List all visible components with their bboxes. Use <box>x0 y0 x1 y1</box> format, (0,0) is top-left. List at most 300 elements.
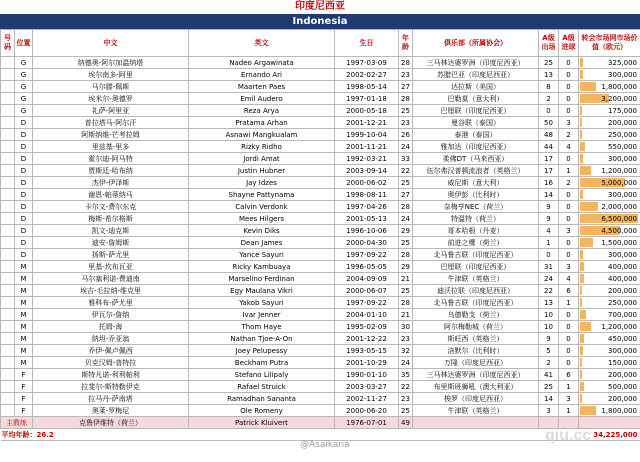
player-dob: 1997-04-26 <box>335 201 399 213</box>
player-value <box>579 237 640 249</box>
player-cn: 迪安-詹姆斯 <box>33 237 189 249</box>
player-value <box>579 369 640 381</box>
player-value-text: 2,000,000 <box>601 202 637 211</box>
player-goals: 0 <box>559 189 579 201</box>
player-caps: 0 <box>539 249 559 261</box>
player-goals: 3 <box>559 225 579 237</box>
player-pos: G <box>15 57 33 69</box>
player-club: 达拉斯（美国） <box>413 81 539 93</box>
player-value <box>579 225 640 237</box>
player-goals: 0 <box>559 201 579 213</box>
player-age: 22 <box>399 381 413 393</box>
player-en: Ole Romeny <box>189 405 335 417</box>
player-pos: F <box>15 405 33 417</box>
player-club: 牛津联（英格兰） <box>413 273 539 285</box>
player-dob: 1997-09-22 <box>335 297 399 309</box>
player-club: 前进之鹰（荷兰） <box>413 237 539 249</box>
player-value-text: 300,000 <box>608 190 637 199</box>
player-en: Ramadhan Sananta <box>189 393 335 405</box>
player-value <box>579 261 640 273</box>
player-pos: M <box>15 345 33 357</box>
player-en: Nadeo Argawinata <box>189 57 335 69</box>
player-value <box>579 129 640 141</box>
player-value <box>579 189 640 201</box>
player-club: 斯旺西（英格兰） <box>413 333 539 345</box>
player-value <box>579 81 640 93</box>
player-dob: 1999-10-04 <box>335 129 399 141</box>
player-pos: D <box>15 117 33 129</box>
player-value <box>579 57 640 69</box>
player-cn: 埃尔南多-阿里 <box>33 69 189 81</box>
player-cn: 纳坦-乔亚翁 <box>33 333 189 345</box>
player-pos: G <box>15 105 33 117</box>
player-age: 25 <box>399 405 413 417</box>
coach-age: 49 <box>399 417 413 429</box>
player-en: Egy Maulana Vikri <box>189 285 335 297</box>
player-en: Stefano Lilipaly <box>189 369 335 381</box>
player-num <box>1 189 15 201</box>
player-value-text: 5,000,000 <box>601 178 637 187</box>
player-age: 32 <box>399 345 413 357</box>
player-club: 洛默尔（比利时） <box>413 345 539 357</box>
player-en: Dean James <box>189 237 335 249</box>
player-cn: 扬斯-萨尤里 <box>33 249 189 261</box>
player-age: 23 <box>399 69 413 81</box>
table-row <box>1 321 640 333</box>
player-goals: 4 <box>559 141 579 153</box>
player-goals: 0 <box>559 237 579 249</box>
player-dob: 1995-02-09 <box>335 321 399 333</box>
player-value-text: 300,000 <box>608 346 637 355</box>
player-cn: 奥莱-罗梅尼 <box>33 405 189 417</box>
player-en: Beckham Putra <box>189 357 335 369</box>
player-value-text: 400,000 <box>608 274 637 283</box>
player-dob: 2002-11-27 <box>335 393 399 405</box>
player-club: 伍尔弗汉普顿流浪者（英格兰） <box>413 165 539 177</box>
table-row <box>1 345 640 357</box>
player-age: 23 <box>399 393 413 405</box>
player-dob: 2000-06-20 <box>335 405 399 417</box>
player-en: Yance Sayuri <box>189 249 335 261</box>
player-age: 28 <box>399 249 413 261</box>
player-en: Emil Audero <box>189 93 335 105</box>
player-value-text: 200,000 <box>608 370 637 379</box>
table-row <box>1 261 640 273</box>
player-dob: 2000-05-18 <box>335 105 399 117</box>
table-row <box>1 225 640 237</box>
player-goals: 0 <box>559 153 579 165</box>
player-num <box>1 273 15 285</box>
player-caps: 25 <box>539 381 559 393</box>
player-pos: D <box>15 213 33 225</box>
player-age: 24 <box>399 213 413 225</box>
player-caps: 50 <box>539 117 559 129</box>
player-club: 阿尔梅勒城（荷兰） <box>413 321 539 333</box>
player-cn: 拉斐尔-斯特勒伊克 <box>33 381 189 393</box>
player-value <box>579 165 640 177</box>
player-pos: G <box>15 93 33 105</box>
player-dob: 2002-02-27 <box>335 69 399 81</box>
player-goals: 1 <box>559 405 579 417</box>
table-row <box>1 189 640 201</box>
player-en: Maarten Paes <box>189 81 335 93</box>
value-bar <box>580 238 593 247</box>
player-num <box>1 297 15 309</box>
player-pos: M <box>15 357 33 369</box>
player-caps: 10 <box>539 309 559 321</box>
player-value <box>579 297 640 309</box>
player-cn: 阿斯纳维-芒考拉姆 <box>33 129 189 141</box>
player-pos: M <box>15 297 33 309</box>
player-pos: M <box>15 333 33 345</box>
player-club: 巴勒莫（意大利） <box>413 93 539 105</box>
player-value <box>579 69 640 81</box>
player-value-text: 500,000 <box>608 382 637 391</box>
player-num <box>1 405 15 417</box>
table-row <box>1 381 640 393</box>
table-row <box>1 405 640 417</box>
player-caps: 17 <box>539 153 559 165</box>
player-club: 曼谷联（泰国） <box>413 117 539 129</box>
player-age: 24 <box>399 357 413 369</box>
player-goals: 0 <box>559 309 579 321</box>
table-row <box>1 237 640 249</box>
table-row <box>1 105 640 117</box>
player-cn: 埃米尔-奥德罗 <box>33 93 189 105</box>
player-en: Jordi Amat <box>189 153 335 165</box>
value-bar <box>580 202 598 211</box>
player-value-text: 150,000 <box>608 358 637 367</box>
header-goals: A级进球 <box>559 30 579 57</box>
player-goals: 6 <box>559 369 579 381</box>
player-cn: 纳德奥-阿尔加温纳塔 <box>33 57 189 69</box>
player-age: 28 <box>399 57 413 69</box>
header-club: 俱乐部（所属协会） <box>413 30 539 57</box>
value-bar <box>580 274 584 283</box>
table-row <box>1 297 640 309</box>
player-club: 迪沃拉联（印度尼西亚） <box>413 285 539 297</box>
value-bar <box>580 250 583 259</box>
player-club: 三马林达婆罗洲（印度尼西亚） <box>413 57 539 69</box>
player-dob: 1990-01-10 <box>335 369 399 381</box>
table-row <box>1 357 640 369</box>
player-club: 巴厘联（印度尼西亚） <box>413 261 539 273</box>
player-num <box>1 141 15 153</box>
header-age: 年龄 <box>399 30 413 57</box>
player-age: 25 <box>399 177 413 189</box>
coach-empty <box>413 417 539 429</box>
player-num <box>1 261 15 273</box>
player-caps: 17 <box>539 165 559 177</box>
player-cn: 埃吉-毛拉纳-维克里 <box>33 285 189 297</box>
player-age: 25 <box>399 105 413 117</box>
player-value <box>579 381 640 393</box>
player-club: 北马鲁古联（印度尼西亚） <box>413 249 539 261</box>
player-goals: 3 <box>559 393 579 405</box>
value-bar <box>580 106 582 115</box>
value-bar <box>580 310 586 319</box>
player-age: 27 <box>399 189 413 201</box>
player-caps: 16 <box>539 177 559 189</box>
value-bar <box>580 358 582 367</box>
table-row <box>1 213 640 225</box>
player-pos: D <box>15 189 33 201</box>
player-value-text: 1,800,000 <box>601 82 637 91</box>
value-bar <box>580 82 596 91</box>
player-value <box>579 393 640 405</box>
player-goals: 6 <box>559 285 579 297</box>
player-en: Yakob Sayuri <box>189 297 335 309</box>
player-club: 万隆（印度尼西亚） <box>413 357 539 369</box>
player-cn: 伊瓦尔-詹纳 <box>33 309 189 321</box>
player-cn: 里兹基-里多 <box>33 141 189 153</box>
player-value <box>579 333 640 345</box>
player-dob: 1992-03-21 <box>335 153 399 165</box>
player-list <box>1 57 640 417</box>
coach-label: 主教练 <box>1 417 33 429</box>
player-club: 奈梅亨NEC（荷兰） <box>413 201 539 213</box>
player-caps: 14 <box>539 393 559 405</box>
player-value-text: 550,000 <box>608 142 637 151</box>
player-num <box>1 357 15 369</box>
value-bar <box>580 118 582 127</box>
player-goals: 2 <box>559 129 579 141</box>
player-value-text: 325,000 <box>608 58 637 67</box>
player-goals: 3 <box>559 261 579 273</box>
player-value-text: 1,200,000 <box>601 322 637 331</box>
player-pos: D <box>15 153 33 165</box>
player-cn: 马尔塞利诺-费迪南 <box>33 273 189 285</box>
player-cn: 斯特凡诺-利利帕利 <box>33 369 189 381</box>
player-pos: D <box>15 177 33 189</box>
player-value-text: 400,000 <box>608 262 637 271</box>
player-dob: 2000-06-07 <box>335 285 399 297</box>
player-num <box>1 117 15 129</box>
player-num <box>1 225 15 237</box>
player-goals: 0 <box>559 69 579 81</box>
player-club: 牛津联（英格兰） <box>413 405 539 417</box>
player-dob: 2004-09-09 <box>335 273 399 285</box>
player-goals: 2 <box>559 177 579 189</box>
player-value <box>579 93 640 105</box>
player-value-text: 200,000 <box>608 286 637 295</box>
player-en: Jay Idzes <box>189 177 335 189</box>
player-value <box>579 309 640 321</box>
header-num: 号码 <box>1 30 15 57</box>
player-club: 哥本哈根（丹麦） <box>413 225 539 237</box>
table-row <box>1 285 640 297</box>
player-age: 29 <box>399 261 413 273</box>
value-bar <box>580 70 583 79</box>
player-dob: 1996-05-05 <box>335 261 399 273</box>
player-goals: 1 <box>559 165 579 177</box>
player-cn: 谢恩-帕蒂纳马 <box>33 189 189 201</box>
table-row <box>1 177 640 189</box>
player-caps: 44 <box>539 141 559 153</box>
player-age: 22 <box>399 165 413 177</box>
player-pos: F <box>15 369 33 381</box>
player-age: 21 <box>399 273 413 285</box>
player-pos: D <box>15 201 33 213</box>
player-en: Asnawi Mangkualam <box>189 129 335 141</box>
player-value-text: 300,000 <box>608 70 637 79</box>
player-caps: 48 <box>539 129 559 141</box>
player-club: 特温特（荷兰） <box>413 213 539 225</box>
player-dob: 2000-04-30 <box>335 237 399 249</box>
player-num <box>1 105 15 117</box>
player-value-text: 4,500,000 <box>601 226 637 235</box>
value-bar <box>580 394 582 403</box>
player-num <box>1 213 15 225</box>
player-value-text: 3,200,000 <box>601 94 637 103</box>
player-cn: 杰伊-伊泽斯 <box>33 177 189 189</box>
value-bar <box>580 286 582 295</box>
player-age: 21 <box>399 309 413 321</box>
player-dob: 2001-12-22 <box>335 333 399 345</box>
table-row <box>1 141 640 153</box>
player-cn: 卡尔文-费尔东克 <box>33 201 189 213</box>
player-cn: 普拉塔马-阿尔汗 <box>33 117 189 129</box>
player-dob: 2001-11-21 <box>335 141 399 153</box>
player-value <box>579 285 640 297</box>
player-value-text: 1,800,000 <box>601 406 637 415</box>
header-caps: A级出场 <box>539 30 559 57</box>
player-value-text: 300,000 <box>608 154 637 163</box>
player-goals: 0 <box>559 213 579 225</box>
player-caps: 2 <box>539 93 559 105</box>
player-num <box>1 81 15 93</box>
player-value <box>579 345 640 357</box>
player-en: Pratama Arhan <box>189 117 335 129</box>
player-value <box>579 141 640 153</box>
player-caps: 9 <box>539 213 559 225</box>
player-num <box>1 345 15 357</box>
player-cn: 雅科布-萨尤里 <box>33 297 189 309</box>
table-row <box>1 309 640 321</box>
player-pos: M <box>15 321 33 333</box>
player-age: 26 <box>399 129 413 141</box>
player-en: Ivar Jenner <box>189 309 335 321</box>
player-pos: M <box>15 261 33 273</box>
player-goals: 0 <box>559 57 579 69</box>
player-value <box>579 249 640 261</box>
player-cn: 礼萨-阿里亚 <box>33 105 189 117</box>
player-num <box>1 285 15 297</box>
player-value-text: 250,000 <box>608 130 637 139</box>
value-bar <box>580 382 584 391</box>
value-bar <box>580 58 583 67</box>
player-value-text: 300,000 <box>608 250 637 259</box>
player-club: 威尼斯（意大利） <box>413 177 539 189</box>
player-pos: G <box>15 81 33 93</box>
table-row <box>1 393 640 405</box>
player-goals: 1 <box>559 381 579 393</box>
value-bar <box>580 154 583 163</box>
summary-spacer <box>189 429 579 441</box>
coach-cn: 克鲁伊维特（荷兰） <box>33 417 189 429</box>
player-value <box>579 405 640 417</box>
player-value <box>579 321 640 333</box>
player-num <box>1 381 15 393</box>
squad-table <box>0 29 640 441</box>
player-cn: 霍尔迪-阿马特 <box>33 153 189 165</box>
player-value-text: 200,000 <box>608 394 637 403</box>
player-value <box>579 201 640 213</box>
player-club: 雅加达（印度尼西亚） <box>413 141 539 153</box>
player-pos: D <box>15 165 33 177</box>
player-pos: D <box>15 237 33 249</box>
player-dob: 2001-10-29 <box>335 357 399 369</box>
player-caps: 4 <box>539 225 559 237</box>
player-value-text: 6,500,000 <box>601 214 637 223</box>
player-club: 梭罗（印度尼西亚） <box>413 393 539 405</box>
coach-dob: 1976-07-01 <box>335 417 399 429</box>
player-dob: 1993-05-15 <box>335 345 399 357</box>
player-value-text: 450,000 <box>608 334 637 343</box>
player-num <box>1 69 15 81</box>
player-num <box>1 321 15 333</box>
value-bar <box>580 166 591 175</box>
player-num <box>1 237 15 249</box>
table-row <box>1 117 640 129</box>
player-cn: 乔伊-佩卢佩西 <box>33 345 189 357</box>
player-club: 苏腊巴亚（印度尼西亚） <box>413 69 539 81</box>
player-pos: F <box>15 381 33 393</box>
player-en: Rafael Struick <box>189 381 335 393</box>
player-cn: 马尔滕-佩斯 <box>33 81 189 93</box>
player-caps: 5 <box>539 345 559 357</box>
table-row <box>1 333 640 345</box>
total-value: 34,225,000 <box>579 429 640 441</box>
player-age: 25 <box>399 285 413 297</box>
header-dob: 生日 <box>335 30 399 57</box>
player-value <box>579 357 640 369</box>
player-en: Marselino Ferdinan <box>189 273 335 285</box>
player-en: Thom Haye <box>189 321 335 333</box>
value-bar <box>580 406 596 415</box>
player-cn: 里基-坎布瓦亚 <box>33 261 189 273</box>
table-row <box>1 165 640 177</box>
player-value-text: 1,500,000 <box>601 238 637 247</box>
player-num <box>1 177 15 189</box>
value-bar <box>580 130 582 139</box>
player-en: Shayne Pattynama <box>189 189 335 201</box>
player-caps: 22 <box>539 285 559 297</box>
player-caps: 13 <box>539 297 559 309</box>
player-caps: 9 <box>539 333 559 345</box>
table-row <box>1 369 640 381</box>
table-row <box>1 93 640 105</box>
player-num <box>1 369 15 381</box>
player-age: 35 <box>399 369 413 381</box>
player-caps: 10 <box>539 321 559 333</box>
player-caps: 1 <box>539 237 559 249</box>
player-dob: 1998-08-11 <box>335 189 399 201</box>
player-goals: 3 <box>559 117 579 129</box>
player-age: 24 <box>399 141 413 153</box>
player-age: 28 <box>399 93 413 105</box>
player-pos: D <box>15 129 33 141</box>
player-age: 29 <box>399 225 413 237</box>
player-club: 北马鲁古联（印度尼西亚） <box>413 297 539 309</box>
player-value <box>579 213 640 225</box>
player-cn: 贝克汉姆-普特拉 <box>33 357 189 369</box>
player-dob: 2001-12-21 <box>335 117 399 129</box>
player-goals: 0 <box>559 81 579 93</box>
value-bar <box>580 346 583 355</box>
player-value-text: 250,000 <box>608 298 637 307</box>
player-pos: F <box>15 393 33 405</box>
